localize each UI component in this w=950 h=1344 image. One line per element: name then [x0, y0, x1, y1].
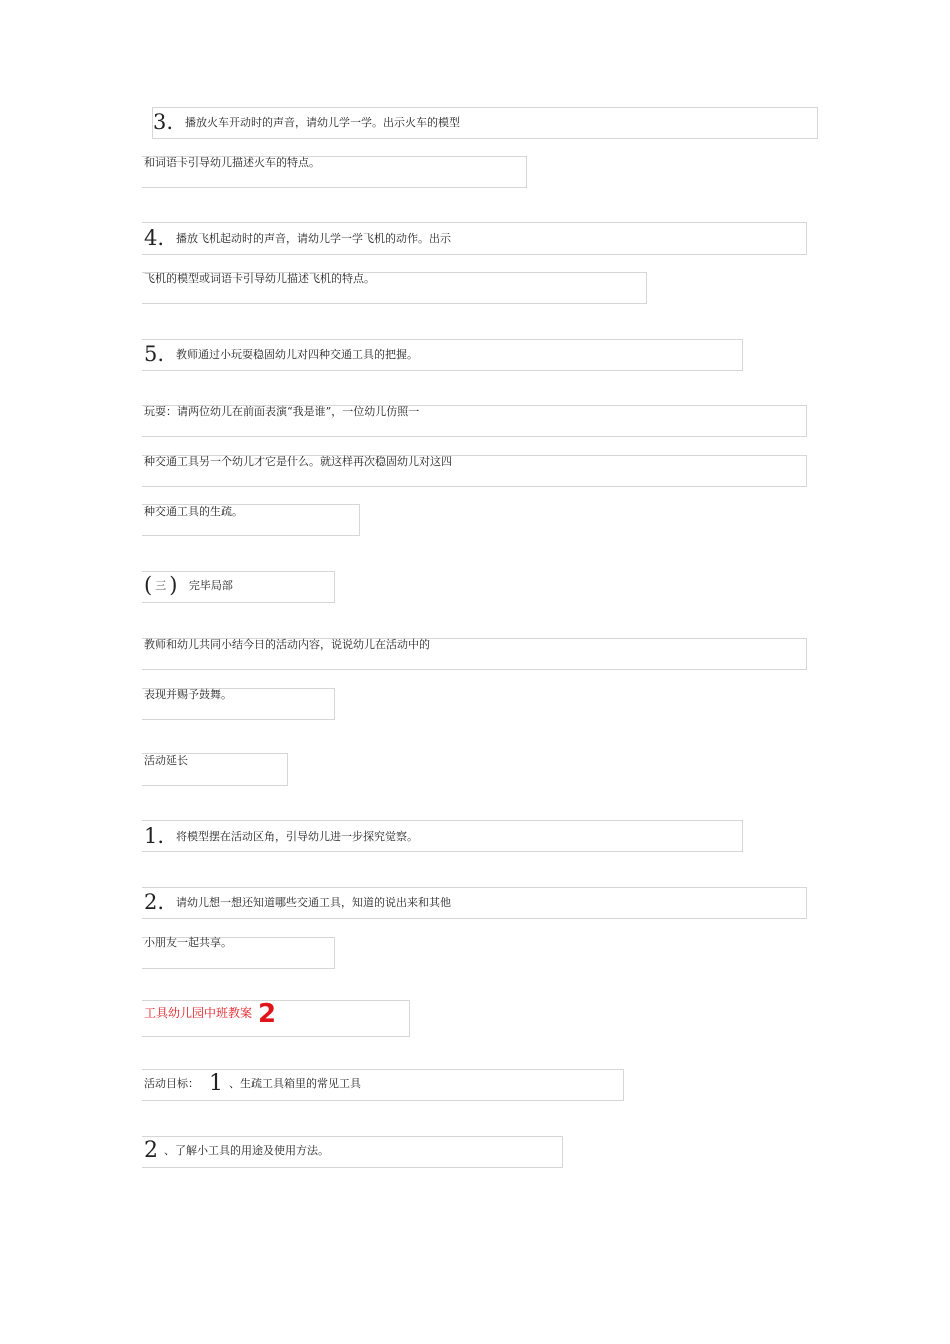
- paragraph-line: 种交通工具的生疏。: [144, 505, 243, 518]
- step-number: 2.: [144, 890, 165, 914]
- goal-number: 1: [209, 1071, 223, 1096]
- paragraph-line: 和词语卡引导幼儿描述火车的特点。: [144, 156, 320, 169]
- paragraph-line: 玩耍：请两位幼儿在前面表演“我是谁”，一位幼儿仿照一: [144, 405, 420, 418]
- extension-step-2: [144, 890, 452, 914]
- goal-2: [144, 1138, 329, 1163]
- paragraph-line: 种交通工具另一个幼儿才它是什么。就这样再次稳固幼儿对这四: [144, 455, 452, 468]
- step-text: 请幼儿想一想还知道哪些交通工具，知道的说出来和其他: [176, 896, 452, 909]
- plan-2-heading: [144, 999, 277, 1029]
- step-number: 3.: [153, 110, 174, 134]
- paragraph-line: 小朋友一起共享。: [144, 936, 232, 949]
- step-5: [144, 342, 419, 366]
- extension-step-1: [144, 824, 419, 848]
- section-heading-3: ( 三 ) 完毕局部: [144, 573, 233, 597]
- paragraph-line: 飞机的模型或词语卡引导幼儿描述飞机的特点。: [144, 272, 375, 285]
- step-number: 4.: [144, 226, 165, 250]
- paragraph-line: 表现并赐予鼓舞。: [144, 688, 232, 701]
- goal-text: 、生疏工具箱里的常见工具: [229, 1077, 361, 1090]
- plan-title: 工具幼儿园中班教案: [144, 1006, 253, 1020]
- section-title: 完毕局部: [188, 579, 233, 592]
- goal-text: 、了解小工具的用途及使用方法。: [164, 1144, 329, 1157]
- extension-title: 活动延长: [144, 754, 188, 767]
- step-text: 教师通过小玩耍稳固幼儿对四种交通工具的把握。: [176, 348, 419, 361]
- plan-number: 2: [258, 999, 277, 1029]
- step-number: 1.: [144, 824, 165, 848]
- step-3: [153, 110, 461, 134]
- step-text: 播放火车开动时的声音，请幼儿学一学。出示火车的模型: [185, 116, 461, 129]
- goal-number: 2: [144, 1138, 158, 1163]
- step-text: 将模型摆在活动区角，引导幼儿进一步探究觉察。: [176, 830, 419, 843]
- step-4: [144, 226, 452, 250]
- step-text: 播放飞机起动时的声音，请幼儿学一学飞机的动作。出示: [176, 232, 452, 245]
- goal-label: 活动目标：: [144, 1077, 199, 1090]
- paragraph-line: 教师和幼儿共同小结今日的活动内容，说说幼儿在活动中的: [144, 638, 430, 651]
- step-number: 5.: [144, 342, 165, 366]
- goal-1: [144, 1071, 361, 1096]
